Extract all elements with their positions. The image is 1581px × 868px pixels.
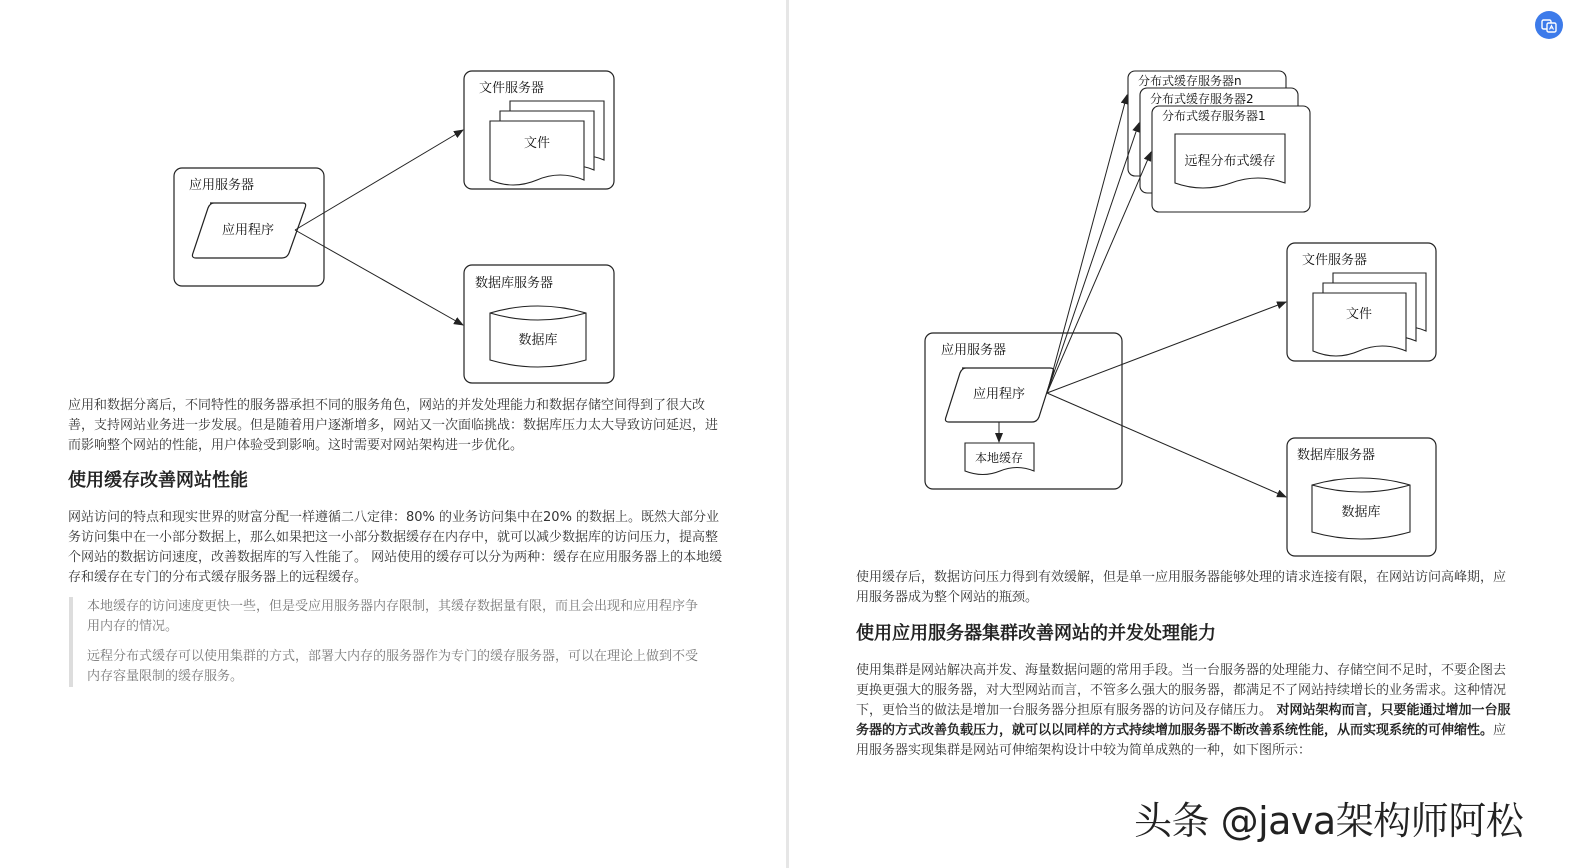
local-cache-label: 本地缓存 — [974, 451, 1024, 465]
bold-text: 对网站架构而言，只要能通过增加一台服 — [1272, 703, 1511, 718]
cache-server-1-label: 分布式缓存服务器1 — [1162, 109, 1266, 123]
bold-text: 务器的方式改善负载压力，就可以以同样的方式持续增加服务器不断改善系统性能，从而实现系统的可伸缩性。 — [856, 723, 1494, 738]
right-paragraph-2 — [856, 661, 1511, 761]
file-document — [1313, 293, 1406, 356]
db-label: 数据库 — [518, 333, 558, 348]
db-server-label: 数据库服务器 — [1297, 448, 1376, 463]
right-paragraph-1 — [856, 568, 1506, 608]
file-label: 文件 — [523, 136, 551, 151]
text-line: 网站访问的特点和现实世界的财富分配一样遵循二八定律：80% 的业务访问集中在20% 的数据上。既然大部分业 — [68, 510, 720, 525]
left-architecture-diagram — [0, 0, 786, 400]
app-program-label: 应用程序 — [972, 387, 1026, 402]
text-line — [856, 701, 1511, 721]
left-paragraph-1 — [68, 396, 718, 456]
db-server-label: 数据库服务器 — [475, 276, 554, 291]
translate-button[interactable] — [1535, 11, 1563, 39]
quote-paragraph-remote-cache — [87, 647, 737, 687]
text-line: 用服务器实现集群是网站可伸缩架构设计中较为简单成熟的一种，如下图所示： — [856, 743, 1312, 758]
plain-text: 下，更恰当的做法是增加一台服务器分担原有服务器的访问及存储压力。 — [856, 703, 1273, 718]
translate-icon — [1541, 17, 1557, 33]
text-line: 用内存的情况。 — [87, 619, 179, 634]
file-server-label: 文件服务器 — [479, 81, 545, 96]
plain-text: 应 — [1493, 723, 1507, 738]
section-heading-cluster: 使用应用服务器集群改善网站的并发处理能力 — [856, 623, 1216, 644]
text-line: 应用和数据分离后，不同特性的服务器承担不同的服务角色，网站的并发处理能力和数据存储空间得到了很大改 — [68, 398, 706, 413]
right-page — [789, 0, 1581, 868]
text-line: 存和缓存在专门的分布式缓存服务器上的远程缓存。 — [68, 570, 368, 585]
file-server-label: 文件服务器 — [1302, 253, 1368, 268]
app-program-label: 应用程序 — [221, 223, 275, 238]
text-line: 用服务器成为整个网站的瓶颈。 — [856, 590, 1039, 605]
text-line: 而影响整个网站的性能，用户体验受到影响。这时需要对网站架构进一步优化。 — [68, 438, 524, 453]
quote-paragraph-local-cache — [87, 597, 737, 637]
text-line: 善，支持网站业务进一步发展。但是随着用户逐渐增多，网站又一次面临挑战：数据库压力太大导致访问延迟，进 — [68, 418, 719, 433]
text-line: 使用集群是网站解决高并发、海量数据问题的常用手段。当一台服务器的处理能力、存储空间不足时，不要企图去 — [856, 663, 1507, 678]
app-server-label: 应用服务器 — [189, 178, 255, 193]
file-label: 文件 — [1345, 307, 1373, 322]
text-line: 使用缓存后，数据访问压力得到有效缓解，但是单一应用服务器能够处理的请求连接有限，在网站访问高峰期，应 — [856, 570, 1507, 585]
right-architecture-diagram — [789, 0, 1581, 570]
text-line: 务访问集中在一小部分数据上，那么如果把这一小部分数据缓存在内存中，就可以减少数据库的访问压力，提高整 — [68, 530, 719, 545]
remote-cache-label: 远程分布式缓存 — [1184, 154, 1276, 169]
cache-server-2-label: 分布式缓存服务器2 — [1150, 92, 1254, 106]
text-line — [856, 721, 1511, 741]
cache-server-n-label: 分布式缓存服务器n — [1138, 74, 1242, 88]
text-line: 内存容量限制的缓存服务。 — [87, 669, 244, 684]
text-line: 更换更强大的服务器，对大型网站而言，不管多么强大的服务器，都满足不了网站持续增长的业务需求。这种情况 — [856, 683, 1507, 698]
app-server-label: 应用服务器 — [941, 343, 1007, 358]
left-page — [0, 0, 786, 868]
left-paragraph-2 — [68, 508, 722, 588]
blockquote — [69, 597, 737, 687]
watermark: 头条 @java架构师阿松 — [1134, 799, 1524, 843]
text-line: 个网站的数据访问速度，改善数据库的写入性能了。 网站使用的缓存可以分为两种：缓存在应用服务器上的本地缓 — [68, 550, 723, 565]
section-heading-cache: 使用缓存改善网站性能 — [68, 470, 248, 491]
text-line: 远程分布式缓存可以使用集群的方式，部署大内存的服务器作为专门的缓存服务器，可以在理论上做到不受 — [87, 649, 699, 664]
file-document — [490, 121, 584, 185]
text-line: 本地缓存的访问速度更快一些，但是受应用服务器内存限制，其缓存数据量有限，而且会出现和应用程序争 — [87, 599, 699, 614]
db-label: 数据库 — [1341, 505, 1381, 520]
